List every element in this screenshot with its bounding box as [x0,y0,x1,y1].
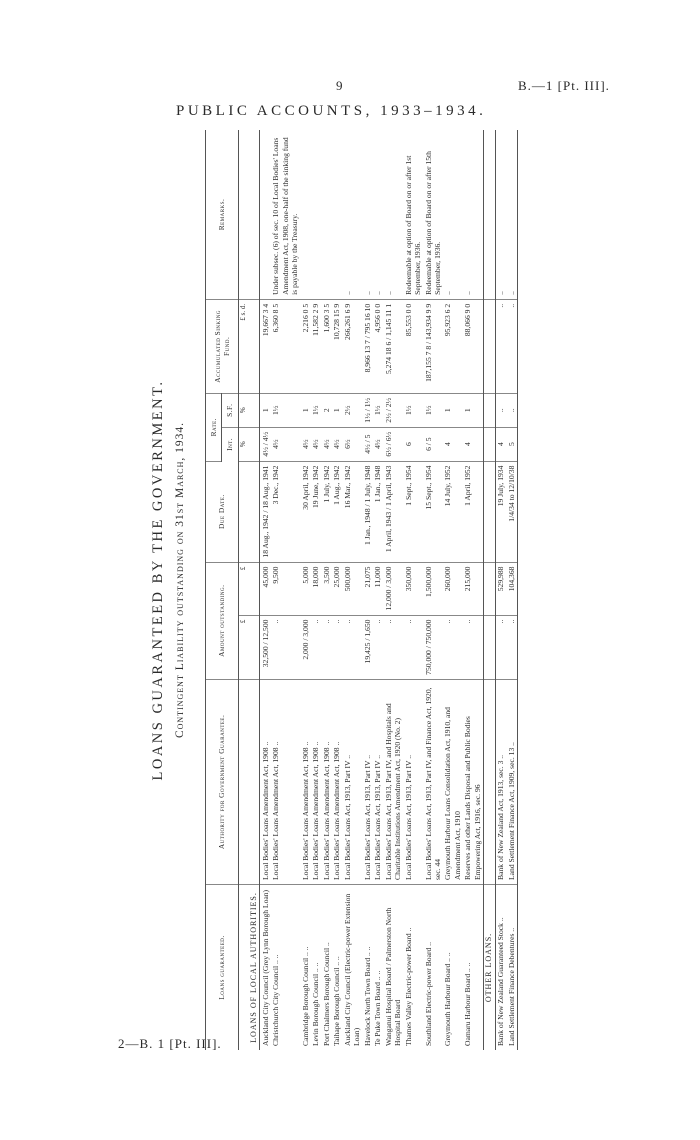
cell-remarks: Redeemable at option of Board on or after 1st September, 1936. [403,130,423,299]
section-local-authorities: LOANS OF LOCAL AUTHORITIES. [248,884,260,1050]
cell-rate-sf: 1½ [271,393,300,427]
cell-authority: Local Bodies' Loans Amendment Act, 1908 .. [271,679,300,884]
section-filler [483,130,495,299]
cell-due-date: 18 Aug., 1942 / 18 Aug., 1941 [260,461,271,562]
cell-sinking-fund: 11,582 2 9 [311,299,321,393]
cell-authority: Bank of New Zealand Act, 1913, sec. 3 .. [495,679,506,884]
section-filler [248,393,260,427]
cell-outstanding-2: 104,368 [506,562,517,615]
cell-loan: Havelock North Town Board .. .. [362,946,372,1046]
header-remarks: Remarks. [206,130,239,299]
cell-sinking-fund: 5,274 18 6 / 1,145 11 1 [383,299,403,393]
unit-percent: % [238,427,248,461]
cell-rate-sf: 1½ [423,393,443,427]
cell-loan: Thames Valley Electric-power Board .. [403,927,413,1046]
cell-sinking-fund: 266,261 6 9 [342,299,362,393]
cell-outstanding-2: 5,000 [300,562,310,615]
cell-due-date: 19 June, 1942 [311,461,321,562]
cell-loan: Wanganui Hospital Board / Palmerston North Hospital Board [383,907,403,1046]
cell-outstanding-2: 350,000 [403,562,423,615]
cell-rate-int: 4½ [271,427,300,461]
section-filler [483,299,495,393]
cell-due-date: 1 Jan., 1948 [373,461,383,562]
cell-sinking-fund: 85,553 0 0 [403,299,423,393]
cell-remarks: .. [383,130,403,299]
header-loans-guaranteed: Loans guaranteed. [206,884,239,1050]
cell-outstanding-2: 260,000 [443,562,463,615]
header-authority: Authority for Government Guarantee. [206,679,239,884]
cell-due-date: 3 Dec., 1942 [271,461,300,562]
cell-authority: Local Bodies' Loans Amendment Act, 1908 .. [332,679,342,884]
table-row [342,130,362,1050]
cell-outstanding-1: .. [506,615,517,679]
local-authority-rows [260,130,484,1050]
loans-table [205,130,518,1050]
cell-outstanding-1: .. [321,615,331,679]
cell-outstanding-1: .. [463,615,483,679]
section-filler [483,615,495,679]
unit-percent: % [238,393,248,427]
cell-authority: Local Bodies' Loans Act, 1913, Part IV .. [342,679,362,884]
cell-loan: Port Chalmers Borough Council .. [321,942,331,1046]
table-header [206,130,239,1050]
table-row [300,130,310,1050]
table-row [495,130,506,1050]
cell-rate-sf: 1½ [311,393,321,427]
cell-outstanding-1: 750,000 / 750,000 [423,615,443,679]
cell-rate-int: 4½ [311,427,321,461]
rotated-table-region [150,70,600,1090]
cell-remarks: .. [443,130,463,299]
cell-rate-sf: .. [506,393,517,427]
cell-outstanding-2: 12,000 / 3,000 [383,562,403,615]
table-row [321,130,331,1050]
table-row [260,130,271,1050]
cell-due-date: 1/4/34 to 12/10/38 [506,461,517,562]
table-row [403,130,423,1050]
cell-loan: Land Settlement Finance Debentures .. [506,884,517,1050]
cell-authority: Reserves and other Lands Disposal and Public Bodies Empowering Act, 1916, sec. 96 [463,679,483,884]
cell-outstanding-2: 9,500 [271,562,300,615]
cell-rate-int: 6 [403,427,423,461]
cell-outstanding-1: .. [342,615,362,679]
cell-sinking-fund: 1,600 3 5 [321,299,331,393]
cell-outstanding-2: 21,075 [362,562,372,615]
cell-rate-int: 5 [506,427,517,461]
cell-authority: Local Bodies' Loans Act, 1913, Part IV .. [362,679,372,884]
cell-due-date: 30 April, 1942 [300,461,310,562]
cell-outstanding-2: 11,000 [373,562,383,615]
cell-sinking-fund: .. [495,299,506,393]
cell-loan: Te Puke Town Board .. .. [373,970,383,1046]
cell-outstanding-1: 2,000 / 3,000 [300,615,310,679]
cell-remarks [300,130,310,299]
cell-rate-int: 4 [495,427,506,461]
section-filler [248,130,260,299]
section-filler [248,461,260,562]
cell-rate-int: 4½ / 5 [362,427,372,461]
cell-rate-int: 4 [463,427,483,461]
cell-outstanding-1: .. [373,615,383,679]
cell-remarks [332,130,342,299]
cell-remarks [260,130,271,299]
cell-authority: Local Bodies' Loans Act, 1913, Part IV, and Hospitals and Charitable Institutions Amendment Act, 1920 (No. 2) [383,679,403,884]
cell-outstanding-1: 19,425 / 1,650 [362,615,372,679]
cell-outstanding-1: 32,500 / 12,500 [260,615,271,679]
cell-rate-int: 4½ [373,427,383,461]
cell-loan: Cambridge Borough Council .. .. [300,946,310,1046]
header-amount-outstanding: Amount outstanding. [206,562,239,679]
cell-remarks: .. [362,130,372,299]
cell-rate-int: 4½ / 4½ [260,427,271,461]
cell-sinking-fund: 95,923 6 2 [443,299,463,393]
cell-remarks: Under subsec. (6) of sec. 10 of Local Bodies' Loans Amendment Act, 1908, one-half of the sinking fund is payable by the Treasury. [271,130,300,299]
section-filler [483,427,495,461]
table-row [506,130,517,1050]
document-reference-top: B.—1 [Pt. III]. [518,78,610,93]
cell-sinking-fund: 4,956 0 0 [373,299,383,393]
cell-loan: Auckland City Council (Grey Lynn Borough Loan) [260,889,270,1046]
table-row [311,130,321,1050]
cell-outstanding-1: .. [383,615,403,679]
cell-rate-int: 6 / 5 [423,427,443,461]
section-filler [483,461,495,562]
cell-sinking-fund: 8,966 13 7 / 795 16 10 [362,299,372,393]
section-other-loans: OTHER LOANS. [483,884,495,1050]
cell-due-date: 1 April, 1943 / 1 April, 1943 [383,461,403,562]
cell-loan: Bank of New Zealand Guaranteed Stock .. [496,917,506,1046]
header-rate: Rate. [206,393,222,461]
public-accounts-title: PUBLIC ACCOUNTS, 1933–1934. [176,103,487,119]
section-filler [483,562,495,615]
section-filler [248,562,260,615]
section-filler [248,679,260,884]
cell-authority: Land Settlement Finance Act, 1909, sec. 13 .. [506,679,517,884]
cell-authority: Greymouth Harbour Loans Consolidation Act, 1910, and Amendment Act, 1910 [443,679,463,884]
header-due-date: Due Date. [206,461,239,562]
table-subtitle: Contingent Liability outstanding on 31st March, 1934. [174,421,186,739]
cell-outstanding-2: 3,500 [321,562,331,615]
section-heading-row [248,130,260,1050]
section-filler [483,393,495,427]
cell-outstanding-1: .. [332,615,342,679]
cell-loan: Greymouth Harbour Board .. .. [443,952,453,1046]
cell-loan: Southland Electric-power Board .. [423,942,433,1046]
section-filler [248,427,260,461]
section-filler [248,299,260,393]
cell-authority: Local Bodies' Loans Amendment Act, 1908 .. [300,679,310,884]
unit-pound: £ [238,615,248,679]
table-title: LOANS GUARANTEED BY THE GOVERNMENT. [150,379,166,781]
cell-rate-sf: 2 [321,393,331,427]
cell-due-date: 14 July, 1952 [443,461,463,562]
cell-loan: Levin Borough Council .. .. [311,962,321,1046]
cell-loan: Christchurch City Council .. .. [271,954,281,1046]
cell-rate-sf: 1 [332,393,342,427]
section-filler [483,679,495,884]
cell-rate-sf: 1 [463,393,483,427]
section-filler [248,615,260,679]
units-row [238,130,248,1050]
cell-due-date: 1 Jan., 1948 / 1 July, 1948 [362,461,372,562]
cell-outstanding-2: 1,500,000 [423,562,443,615]
units-cell [238,679,248,884]
cell-outstanding-1: .. [271,615,300,679]
cell-rate-int: 4½ [300,427,310,461]
table-row [443,130,463,1050]
cell-sinking-fund: 88,066 9 0 [463,299,483,393]
cell-authority: Local Bodies' Loans Amendment Act, 1908 .. [260,679,271,884]
header-rate-int: Int. [222,427,238,461]
cell-remarks: .. [506,130,517,299]
cell-remarks [321,130,331,299]
unit-pounds-shillings-pence: £ s. d. [238,299,248,393]
cell-outstanding-2: 25,000 [332,562,342,615]
cell-remarks: .. [463,130,483,299]
table-row [423,130,443,1050]
table-row [463,130,483,1050]
cell-rate-sf: .. [495,393,506,427]
cell-outstanding-2: 215,000 [463,562,483,615]
cell-rate-sf: 1 [260,393,271,427]
cell-rate-sf: 1 [300,393,310,427]
units-cell [238,884,248,1050]
header-accumulated-sinking-fund: Accumulated Sinking Fund. [206,299,239,393]
cell-outstanding-1: .. [495,615,506,679]
cell-rate-int: 4½ [321,427,331,461]
cell-loan: Taihape Borough Council .. .. [332,956,342,1046]
cell-authority: Local Bodies' Loans Act, 1913, Part IV, and Finance Act, 1920, sec. 44 [423,679,443,884]
cell-outstanding-2: 18,000 [311,562,321,615]
unit-pound: £ [238,562,248,615]
cell-outstanding-2: 529,988 [495,562,506,615]
cell-rate-int: 4½ [332,427,342,461]
table-row [383,130,403,1050]
cell-outstanding-2: 45,000 [260,562,271,615]
cell-rate-sf: 1 [443,393,463,427]
cell-rate-sf: 2½ / 2½ [383,393,403,427]
other-section [483,130,495,1050]
cell-remarks: .. [373,130,383,299]
table-row [373,130,383,1050]
cell-rate-int: 6½ [342,427,362,461]
cell-authority: Local Bodies' Loans Act, 1913, Part IV .. [373,679,383,884]
cell-authority: Local Bodies' Loans Amendment Act, 1908 .. [321,679,331,884]
cell-due-date: 15 Sept., 1954 [423,461,443,562]
cell-outstanding-1: .. [403,615,423,679]
cell-due-date: 16 Mar., 1942 [342,461,362,562]
units-cell [238,130,248,299]
cell-loan: Auckland City Council (Electric-power Extension Loan) [342,893,362,1046]
table-body [238,130,260,1050]
cell-outstanding-1: .. [311,615,321,679]
cell-due-date: 19 July, 1934 [495,461,506,562]
header-rate-sf: S.F. [222,393,238,427]
cell-sinking-fund: 187,155 7 8 / 143,934 9 9 [423,299,443,393]
page-number: 9 [336,78,343,93]
cell-sinking-fund: .. [506,299,517,393]
cell-remarks [311,130,321,299]
cell-rate-sf: 1½ [373,393,383,427]
cell-sinking-fund: 19,667 3 4 [260,299,271,393]
table-row [362,130,372,1050]
cell-sinking-fund: 10,728 15 9 [332,299,342,393]
cell-due-date: 1 Aug., 1942 [332,461,342,562]
cell-remarks: .. [342,130,362,299]
cell-due-date: 1 Sept., 1954 [403,461,423,562]
table-row [271,130,300,1050]
cell-rate-sf: 2½ [342,393,362,427]
cell-sinking-fund: 6,360 8 5 [271,299,300,393]
cell-due-date: 1 July, 1942 [321,461,331,562]
cell-rate-int: 4 [443,427,463,461]
cell-remarks: Redeemable at option of Board on or after 15th September, 1936. [423,130,443,299]
cell-loan: Oamaru Harbour Board .. .. [463,884,483,1050]
section-heading-row [483,130,495,1050]
units-cell [238,461,248,562]
cell-authority: Local Bodies' Loans Amendment Act, 1908 .. [311,679,321,884]
cell-outstanding-2: 500,000 [342,562,362,615]
table-row [332,130,342,1050]
cell-rate-sf: 1½ [403,393,423,427]
cell-due-date: 1 April, 1952 [463,461,483,562]
document-reference-bottom: 2—B. 1 [Pt. III]. [118,1036,222,1051]
cell-rate-int: 6½ / 6½ [383,427,403,461]
cell-authority: Local Bodies' Loans Act, 1913, Part IV .. [403,679,423,884]
cell-rate-sf: 1½ / 1½ [362,393,372,427]
cell-outstanding-1: .. [443,615,463,679]
cell-remarks: .. [495,130,506,299]
cell-sinking-fund: 2,216 0 5 [300,299,310,393]
other-loan-rows [495,130,517,1050]
